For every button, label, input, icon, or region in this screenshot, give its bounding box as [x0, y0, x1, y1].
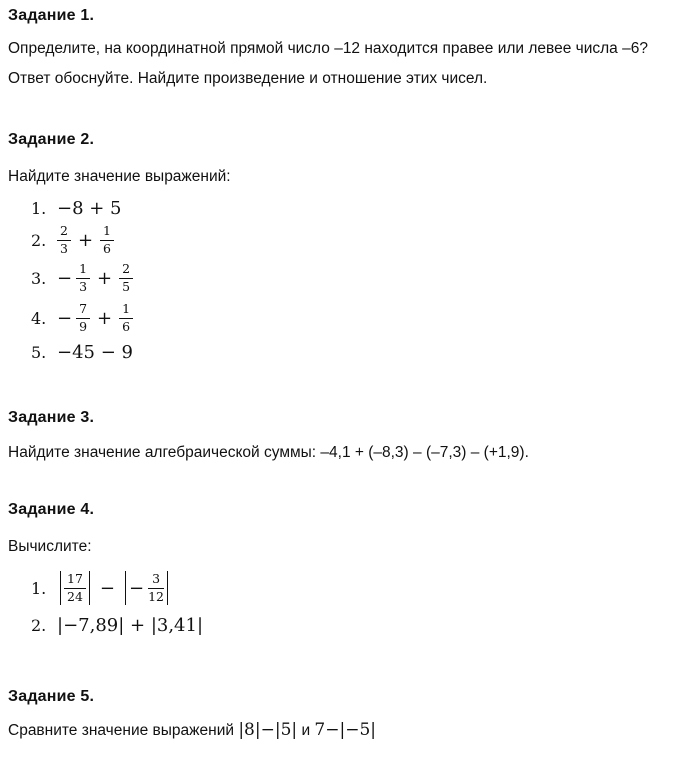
list-item-5 — [31, 340, 682, 364]
fraction — [64, 572, 86, 604]
fraction — [57, 224, 71, 256]
math-expression: −8 + 5 — [57, 197, 122, 219]
absolute-value-bar — [167, 571, 168, 605]
list-item-3 — [31, 260, 682, 296]
task-1-section — [8, 6, 682, 94]
list-number: 3. — [31, 268, 47, 288]
list-item-4 — [31, 298, 682, 338]
fraction-denominator: 3 — [60, 240, 68, 256]
operator: + — [97, 267, 113, 289]
task-3-title: Задание 3. — [8, 409, 95, 426]
list-item-1 — [31, 196, 682, 220]
fraction-denominator: 6 — [103, 240, 111, 256]
task-5-body — [8, 715, 682, 746]
minus-sign: − — [57, 267, 73, 289]
task-2-section — [8, 130, 682, 364]
list-number: 4. — [31, 308, 47, 328]
fraction-denominator: 5 — [122, 278, 131, 294]
fraction-denominator: 3 — [79, 278, 88, 294]
fraction — [119, 302, 133, 334]
fraction-numerator: 1 — [119, 302, 133, 318]
absolute-value-bar — [89, 571, 90, 605]
list-number: 2. — [31, 615, 47, 635]
task-2-title: Задание 2. — [8, 131, 95, 148]
list-number: 2. — [31, 230, 47, 250]
task-4-section — [8, 500, 682, 638]
task-4-expression-list — [31, 566, 682, 638]
operator: − — [99, 577, 115, 599]
conjunction: и — [301, 722, 311, 739]
minus-sign: − — [129, 577, 145, 599]
fraction-denominator: 24 — [67, 588, 83, 604]
list-item-1 — [31, 566, 682, 610]
list-item-2 — [31, 612, 682, 638]
fraction-numerator: 17 — [64, 572, 86, 588]
fraction-numerator: 1 — [100, 224, 114, 240]
math-expression: −45 − 9 — [57, 341, 133, 363]
task-4-title: Задание 4. — [8, 501, 95, 518]
task-5-title: Задание 5. — [8, 688, 95, 705]
task-1-title: Задание 1. — [8, 7, 95, 24]
task-1-body: Определите, на координатной прямой число –12 находится правее или левее числа –6? Ответ обоснуйте. Найдите произведение и отношение этих чисел. — [8, 40, 648, 87]
task-3-section — [8, 408, 682, 468]
task-2-intro: Найдите значение выражений: — [8, 168, 231, 185]
fraction — [119, 262, 133, 294]
math-expression: |−7,89| + |3,41| — [57, 614, 204, 636]
fraction-denominator: 6 — [122, 318, 131, 334]
task-4-intro: Вычислите: — [8, 538, 92, 555]
absolute-value-bar — [125, 571, 126, 605]
fraction-numerator: 1 — [76, 262, 90, 278]
list-number: 1. — [31, 198, 47, 218]
fraction-denominator: 12 — [148, 588, 164, 604]
task-3-body: Найдите значение алгебраической суммы: –4,1 + (–8,3) – (–7,3) – (+1,9). — [8, 444, 529, 461]
fraction-numerator: 3 — [148, 572, 164, 588]
operator: + — [77, 229, 94, 251]
abs-expression-1: |8|−|5| — [238, 720, 298, 740]
fraction-denominator: 9 — [79, 318, 88, 334]
list-item-2 — [31, 222, 682, 258]
list-number: 5. — [31, 342, 47, 362]
fraction — [148, 572, 164, 604]
abs-expression-2: 7−|−5| — [314, 720, 376, 740]
fraction — [76, 302, 90, 334]
list-number: 1. — [31, 578, 47, 598]
absolute-value-bar — [60, 571, 61, 605]
fraction-numerator: 2 — [57, 224, 71, 240]
task-5-body-text: Сравните значение выражений — [8, 722, 235, 739]
operator: + — [97, 307, 113, 329]
fraction-numerator: 7 — [76, 302, 90, 318]
fraction — [76, 262, 90, 294]
fraction — [100, 224, 114, 256]
task-2-expression-list — [31, 196, 682, 364]
task-5-section — [8, 687, 682, 746]
fraction-numerator: 2 — [119, 262, 133, 278]
minus-sign: − — [57, 307, 73, 329]
